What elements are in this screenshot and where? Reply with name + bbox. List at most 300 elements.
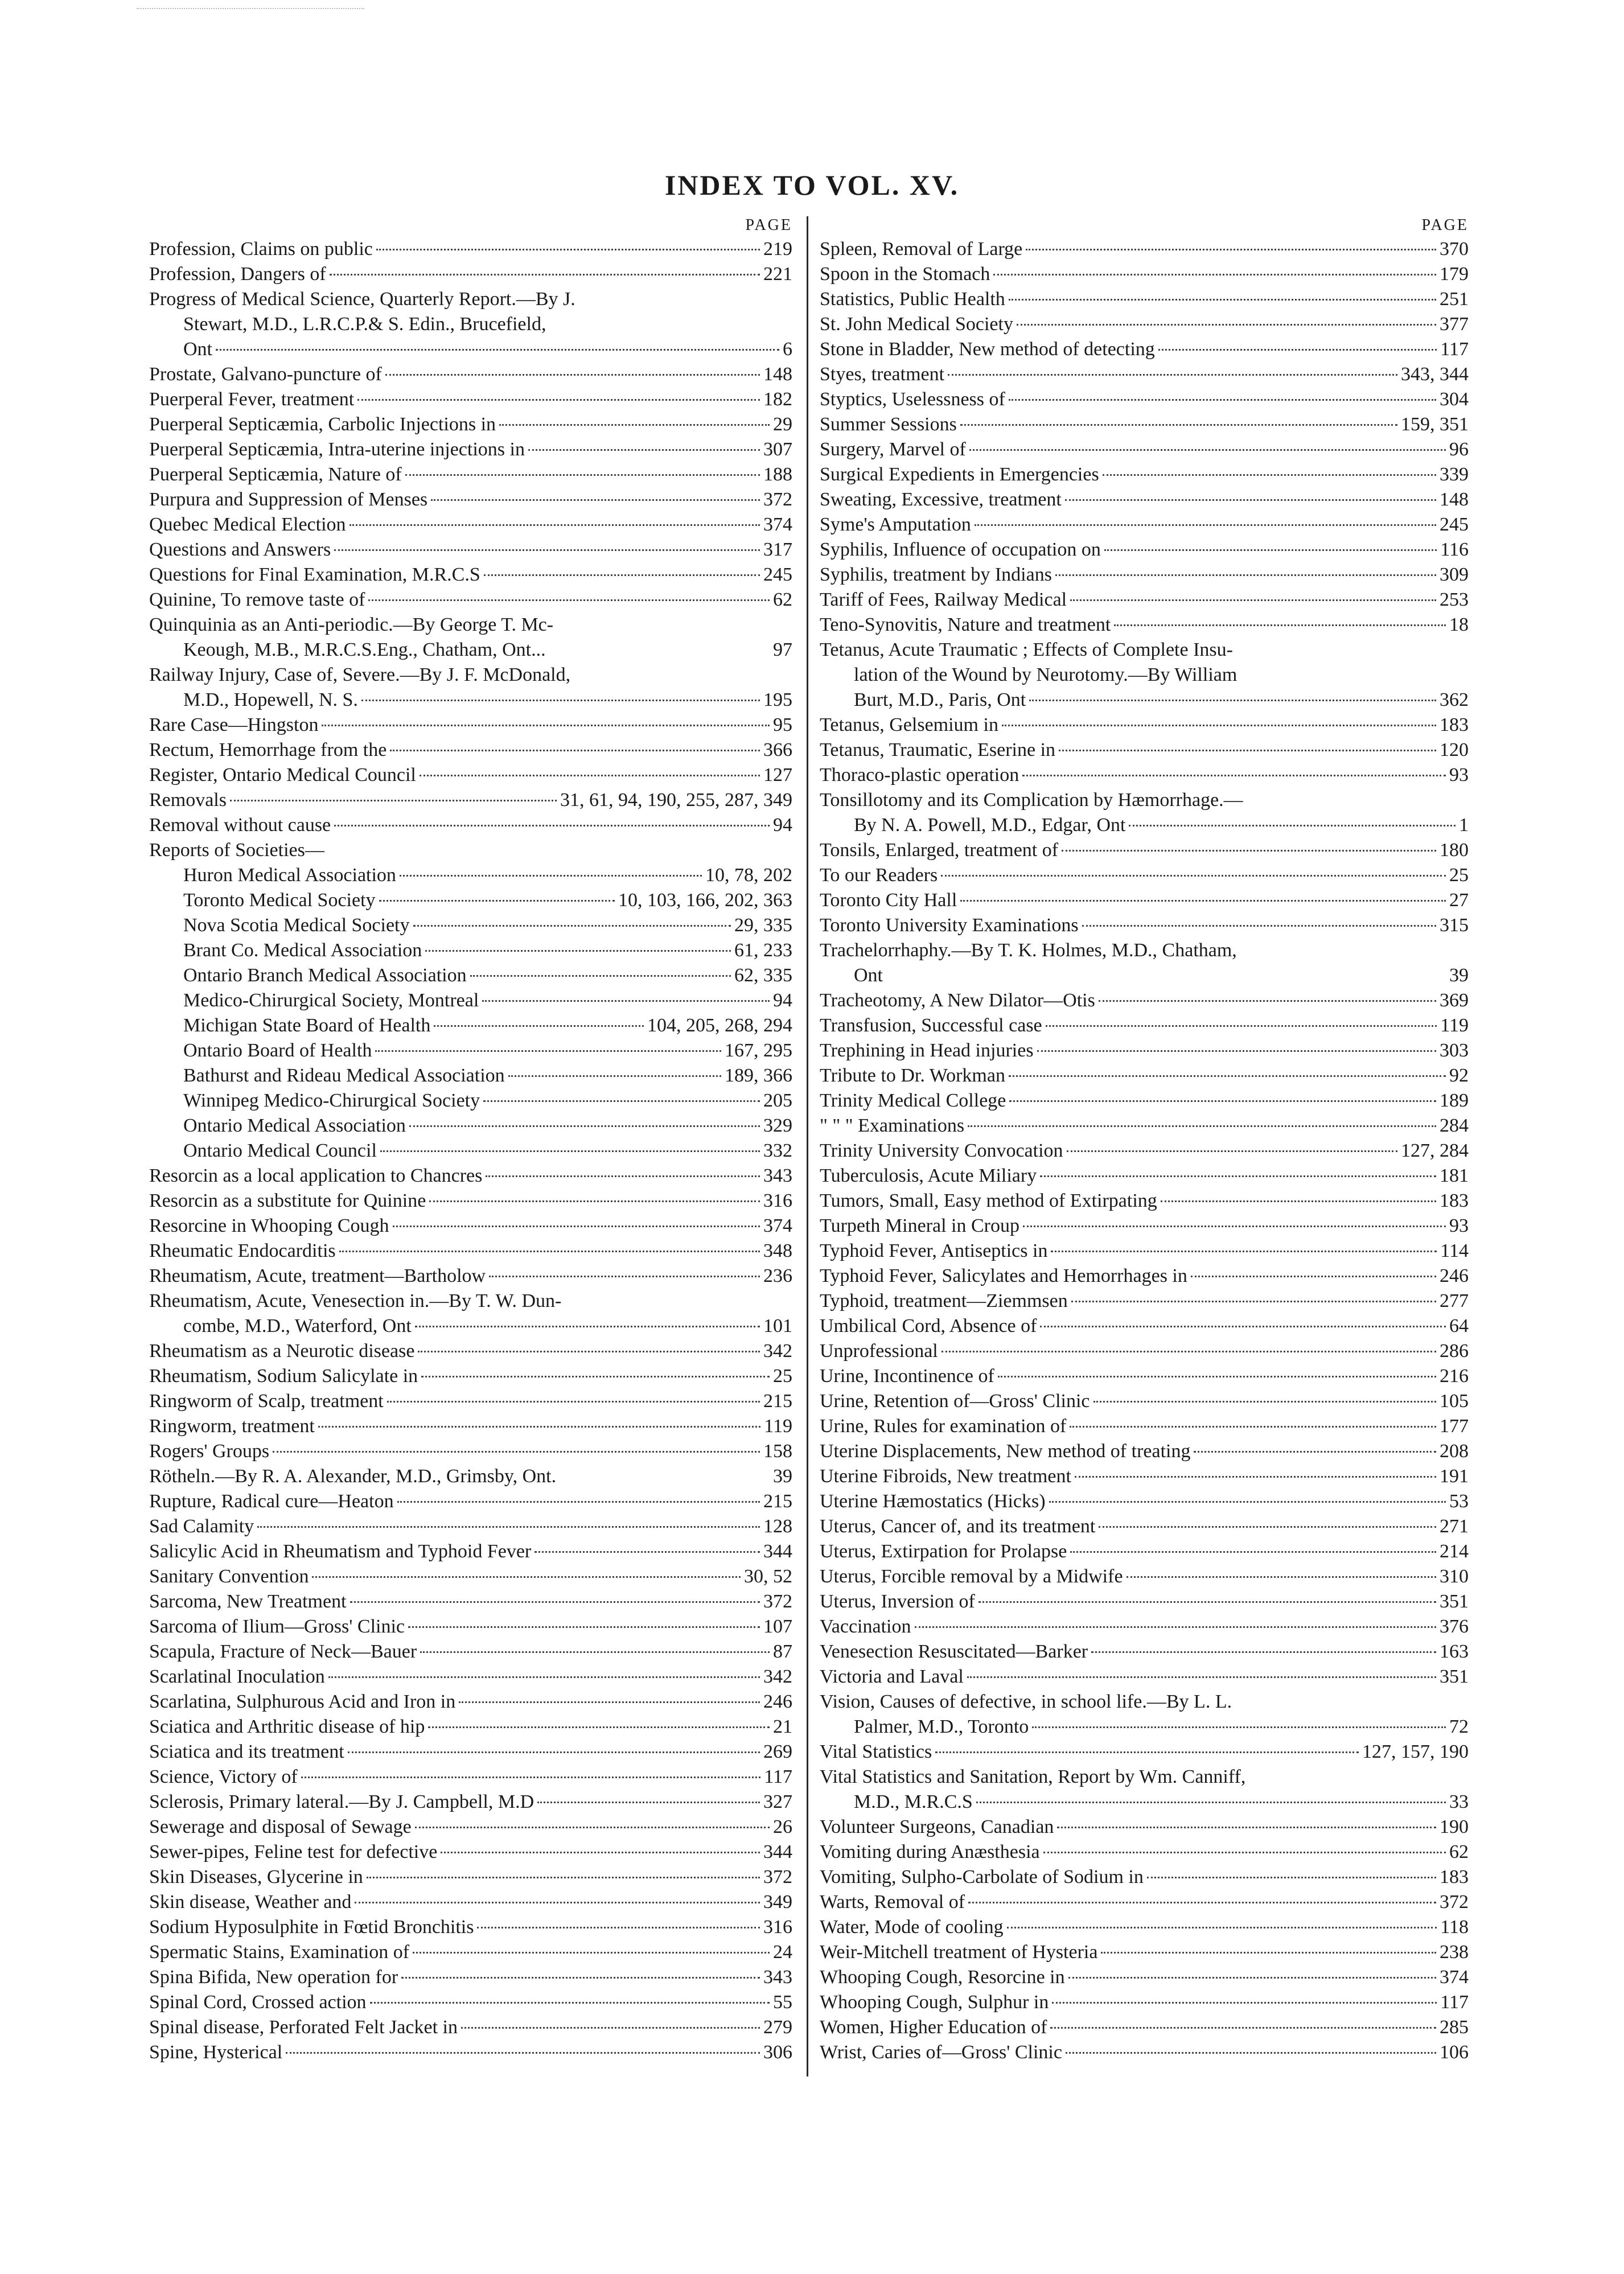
dot-leader: [537, 1802, 760, 1803]
index-entry: [820, 688, 1469, 713]
dot-leader: [978, 1601, 1436, 1603]
entry-page-number: 269: [763, 1741, 792, 1762]
entry-page-number: 158: [763, 1441, 792, 1462]
entry-topic: Winnipeg Medico-Chirurgical Society: [183, 1090, 480, 1111]
entry-topic: Quebec Medical Election: [149, 514, 346, 535]
dot-leader: [409, 1125, 760, 1127]
entry-topic: Puerperal Fever, treatment: [149, 389, 355, 410]
entry-page-number: 127, 157, 190: [1362, 1741, 1469, 1762]
entry-page-number: 148: [1440, 489, 1469, 510]
dot-leader: [470, 975, 731, 977]
dot-leader: [975, 524, 1436, 526]
entry-page-number: 1: [1459, 815, 1469, 836]
index-entry: [820, 262, 1469, 287]
index-entry: [149, 938, 792, 963]
entry-page-number: 343: [763, 1165, 792, 1186]
entry-page-number: 25: [1449, 865, 1469, 886]
entry-page-number: 24: [773, 1942, 792, 1963]
index-entry: [820, 1639, 1469, 1664]
entry-topic: Quinine, To remove taste of: [149, 589, 365, 610]
entry-topic: Spinal Cord, Crossed action: [149, 1992, 367, 2013]
dot-leader: [375, 1050, 721, 1052]
index-entry: [820, 1539, 1469, 1564]
entry-topic: Water, Mode of cooling: [820, 1917, 1004, 1938]
index-entry: [149, 1364, 792, 1389]
entry-topic: Brant Co. Medical Association: [183, 940, 422, 961]
entry-topic: Sarcoma of Ilium—Gross' Clinic: [149, 1616, 405, 1637]
index-entry: [820, 462, 1469, 487]
entry-topic: Trephining in Head injuries: [820, 1040, 1034, 1061]
entry-topic: Trinity University Convocation: [820, 1140, 1063, 1161]
entry-page-number: 96: [1449, 439, 1469, 460]
entry-topic: Tetanus, Traumatic, Eserine in: [820, 739, 1056, 760]
dot-leader: [322, 725, 770, 726]
index-entry: [820, 1113, 1469, 1138]
entry-page-number: 188: [763, 464, 792, 485]
entry-page-number: 307: [763, 439, 792, 460]
index-entry: [149, 1214, 792, 1239]
entry-topic: Puerperal Septicæmia, Carbolic Injections in: [149, 414, 496, 435]
entry-topic: Prostate, Galvano-puncture of: [149, 364, 382, 385]
index-entry: [149, 537, 792, 562]
dot-leader: [379, 900, 615, 902]
entry-page-number: 342: [763, 1340, 792, 1362]
entry-page-number: 72: [1449, 1716, 1469, 1737]
index-entry: [149, 412, 792, 437]
entry-topic: Register, Ontario Medical Council: [149, 764, 416, 786]
entry-topic: M.D., Hopewell, N. S.: [183, 689, 358, 710]
index-entry: [149, 2015, 792, 2040]
index-entry: [149, 1815, 792, 1840]
index-entry: [149, 1464, 792, 1489]
index-entry: [149, 1113, 792, 1138]
dot-leader: [1099, 1000, 1436, 1002]
dot-leader: [1049, 1501, 1446, 1503]
index-entry: [149, 1990, 792, 2015]
dot-leader: [968, 1125, 1436, 1127]
entry-page-number: 238: [1440, 1942, 1469, 1963]
dot-leader: [400, 875, 702, 877]
index-entry: [820, 562, 1469, 587]
entry-topic: Rötheln.—By R. A. Alexander, M.D., Grimsby, Ont.: [149, 1466, 557, 1487]
dot-leader: [484, 574, 760, 576]
entry-page-number: 33: [1449, 1791, 1469, 1812]
index-entry: [149, 362, 792, 387]
entry-page-number: 64: [1449, 1315, 1469, 1337]
entry-topic: Michigan State Board of Health: [183, 1015, 431, 1036]
entry-page-number: 181: [1440, 1165, 1469, 1186]
index-entry: [149, 1664, 792, 1689]
entry-page-number: 370: [1440, 238, 1469, 260]
dot-leader: [1026, 249, 1436, 250]
entry-page-number: 61, 233: [734, 940, 792, 961]
dot-leader: [415, 1326, 760, 1327]
entry-page-number: 348: [763, 1240, 792, 1261]
index-entry: [820, 888, 1469, 913]
entry-page-number: 372: [763, 1591, 792, 1612]
index-entry: [820, 362, 1469, 387]
entry-page-number: 215: [763, 1491, 792, 1512]
index-entry: [149, 813, 792, 838]
entry-page-number: 10, 103, 166, 202, 363: [618, 890, 792, 911]
index-entry: [149, 1790, 792, 1815]
entry-page-number: 277: [1440, 1290, 1469, 1311]
dot-leader: [1070, 1551, 1436, 1553]
entry-topic: Resorcin as a local application to Chancres: [149, 1165, 483, 1186]
dot-leader: [385, 374, 760, 376]
dot-leader: [1191, 1276, 1436, 1277]
entry-topic: Questions for Final Examination, M.R.C.S: [149, 564, 480, 585]
entry-topic: Nova Scotia Medical Society: [183, 915, 410, 936]
entry-topic: Sewerage and disposal of Sewage: [149, 1816, 412, 1837]
dot-leader: [1067, 1150, 1397, 1152]
entry-page-number: 6: [783, 339, 792, 360]
dot-leader: [1071, 1301, 1436, 1302]
entry-topic: Surgery, Marvel of: [820, 439, 966, 460]
dot-leader: [408, 1626, 760, 1628]
index-entry: [820, 1714, 1469, 1740]
dot-leader: [1194, 1451, 1436, 1453]
entry-topic: Typhoid Fever, Antiseptics in: [820, 1240, 1048, 1261]
index-entry: [820, 813, 1469, 838]
entry-page-number: 195: [763, 689, 792, 710]
entry-page-number: 53: [1449, 1491, 1469, 1512]
dot-leader: [1009, 399, 1436, 401]
page-column-label: PAGE: [745, 216, 792, 234]
dot-leader: [941, 875, 1446, 877]
index-entry: [820, 1815, 1469, 1840]
dot-leader: [998, 1376, 1436, 1377]
dot-leader: [461, 2027, 760, 2029]
index-entry: [820, 612, 1469, 638]
index-entry: [149, 638, 792, 663]
entry-topic: Medico-Chirurgical Society, Montreal: [183, 990, 479, 1011]
index-entry: [820, 763, 1469, 788]
dot-leader: [393, 1226, 760, 1227]
entry-topic: Tariff of Fees, Railway Medical: [820, 589, 1067, 610]
dot-leader: [1065, 499, 1436, 501]
index-entry: [149, 1189, 792, 1214]
dot-leader: [380, 1150, 760, 1152]
index-entry: [149, 512, 792, 537]
dot-leader: [483, 1100, 760, 1102]
entry-page-number: 376: [1440, 1616, 1469, 1637]
index-entry: [149, 1689, 792, 1714]
entry-page-number: 117: [1440, 1992, 1469, 2013]
entry-page-number: 329: [763, 1115, 792, 1136]
entry-topic: Spine, Hysterical: [149, 2042, 283, 2063]
entry-page-number: 236: [763, 1265, 792, 1286]
dot-leader: [397, 1501, 760, 1503]
entry-page-number: 179: [1440, 264, 1469, 285]
entry-page-number: 118: [1440, 1917, 1469, 1938]
entry-page-number: 21: [773, 1716, 792, 1737]
entry-topic: Uterus, Forcible removal by a Midwife: [820, 1566, 1123, 1587]
entry-topic: Uterus, Cancer of, and its treatment: [820, 1516, 1096, 1537]
entry-topic: Sclerosis, Primary lateral.—By J. Campbell, M.D: [149, 1791, 535, 1812]
dot-leader: [968, 1902, 1436, 1903]
index-entry: [820, 988, 1469, 1013]
dot-leader: [428, 1726, 770, 1728]
dot-leader: [230, 800, 557, 801]
index-entry: [820, 1514, 1469, 1539]
entry-topic: Vital Statistics: [820, 1741, 932, 1762]
entry-page-number: 39: [1449, 965, 1469, 986]
dot-leader: [328, 1676, 760, 1678]
entry-page-number: 39: [773, 1466, 792, 1487]
entry-topic: Sodium Hyposulphite in Fœtid Bronchitis: [149, 1917, 474, 1938]
entry-topic: Science, Victory of: [149, 1766, 298, 1787]
dot-leader: [431, 499, 760, 501]
entry-page-number: 93: [1449, 1215, 1469, 1236]
index-entry: [820, 1915, 1469, 1940]
entry-topic: To our Readers: [820, 865, 938, 886]
dot-leader: [1009, 1100, 1436, 1102]
dot-leader: [1103, 474, 1436, 476]
dot-leader: [429, 1200, 760, 1202]
entry-page-number: 183: [1440, 714, 1469, 735]
entry-topic: Sad Calamity: [149, 1516, 254, 1537]
index-entry: [820, 1138, 1469, 1163]
index-entry: [820, 1289, 1469, 1314]
index-entry: [149, 963, 792, 988]
dot-leader: [390, 750, 760, 751]
dot-leader: [969, 449, 1446, 451]
dot-leader: [401, 1977, 760, 1979]
index-entry: [820, 337, 1469, 362]
dot-leader: [420, 1651, 770, 1653]
dot-leader: [1050, 2027, 1436, 2029]
index-entry-line: Stewart, M.D., L.R.C.P.& S. Edin., Brucefield,: [183, 314, 546, 335]
index-entry: [820, 1890, 1469, 1915]
index-entry: [820, 1339, 1469, 1364]
entry-topic: Palmer, M.D., Toronto: [854, 1716, 1029, 1737]
index-entry: [149, 462, 792, 487]
index-entry: [149, 1038, 792, 1063]
dot-leader: [477, 1927, 760, 1928]
entry-topic: Rectum, Hemorrhage from the: [149, 739, 387, 760]
entry-topic: Syphilis, Influence of occupation on: [820, 539, 1101, 560]
entry-page-number: 55: [773, 1992, 792, 2013]
entry-page-number: 180: [1440, 840, 1469, 861]
entry-topic: Profession, Dangers of: [149, 264, 326, 285]
dot-leader: [1029, 700, 1436, 701]
index-entry: [149, 1890, 792, 1915]
entry-page-number: 343: [763, 1967, 792, 1988]
index-entry-line: Reports of Societies—: [149, 840, 324, 861]
dot-leader: [967, 1676, 1436, 1678]
dot-leader: [1062, 850, 1436, 852]
dot-leader: [413, 1952, 770, 1954]
index-entry: [820, 487, 1469, 512]
dot-leader: [286, 2052, 760, 2054]
entry-topic: Puerperal Septicæmia, Nature of: [149, 464, 402, 485]
index-entry-line: Progress of Medical Science, Quarterly Report.—By J.: [149, 289, 575, 310]
index-entry: [820, 1614, 1469, 1639]
index-entry: [149, 763, 792, 788]
entry-page-number: 246: [763, 1691, 792, 1712]
entry-topic: Tribute to Dr. Workman: [820, 1065, 1005, 1086]
index-entry: [149, 1765, 792, 1790]
dot-leader: [489, 1276, 760, 1277]
index-entry: [149, 387, 792, 412]
entry-page-number: 251: [1440, 289, 1469, 310]
entry-topic: Spleen, Removal of Large: [820, 238, 1023, 260]
dot-leader: [441, 1852, 760, 1853]
entry-topic: Toronto Medical Society: [183, 890, 376, 911]
dot-leader: [508, 1075, 721, 1077]
entry-topic: Syme's Amputation: [820, 514, 971, 535]
entry-topic: Spina Bifida, New operation for: [149, 1967, 398, 1988]
entry-topic: Urine, Retention of—Gross' Clinic: [820, 1391, 1090, 1412]
index-entry: [149, 1865, 792, 1890]
entry-page-number: 182: [763, 389, 792, 410]
entry-page-number: 27: [1449, 890, 1469, 911]
entry-page-number: 219: [763, 238, 792, 260]
index-entry: [820, 312, 1469, 337]
entry-topic: Weir-Mitchell treatment of Hysteria: [820, 1942, 1098, 1963]
page-title: INDEX TO VOL. XV.: [664, 168, 960, 201]
entry-page-number: 10, 78, 202: [705, 865, 792, 886]
index-list-right: [820, 237, 1469, 2065]
index-entry: [820, 587, 1469, 612]
dot-leader: [1022, 775, 1446, 776]
entry-topic: Uterus, Extirpation for Prolapse: [820, 1541, 1067, 1562]
entry-page-number: 343, 344: [1401, 364, 1469, 385]
entry-topic: By N. A. Powell, M.D., Edgar, Ont: [854, 815, 1126, 836]
entry-page-number: 286: [1440, 1340, 1469, 1362]
dot-leader: [334, 825, 770, 826]
entry-page-number: 104, 205, 268, 294: [647, 1015, 792, 1036]
entry-page-number: 119: [764, 1416, 792, 1437]
entry-topic: Summer Sessions: [820, 414, 957, 435]
entry-topic: Ontario Medical Association: [183, 1115, 406, 1136]
entry-page-number: 214: [1440, 1541, 1469, 1562]
entry-topic: Tonsils, Enlarged, treatment of: [820, 840, 1059, 861]
entry-topic: Styes, treatment: [820, 364, 945, 385]
entry-topic: Keough, M.B., M.R.C.S.Eng., Chatham, Ont...: [183, 639, 546, 660]
index-entry: [149, 1639, 792, 1664]
entry-page-number: 208: [1440, 1441, 1469, 1462]
dot-leader: [1043, 1852, 1446, 1853]
dot-leader: [312, 1576, 741, 1578]
entry-topic: Bathurst and Rideau Medical Association: [183, 1065, 505, 1086]
entry-page-number: 101: [763, 1315, 792, 1337]
index-entry: [820, 1239, 1469, 1264]
index-entry: [149, 1514, 792, 1539]
entry-page-number: 221: [763, 264, 792, 285]
entry-topic: Venesection Resuscitated—Barker: [820, 1641, 1088, 1662]
entry-page-number: 62: [773, 589, 792, 610]
entry-topic: Tracheotomy, A New Dilator—Otis: [820, 990, 1095, 1011]
index-entry: [149, 1339, 792, 1364]
index-entry: [820, 1414, 1469, 1439]
entry-topic: Vomiting during Anæsthesia: [820, 1841, 1040, 1862]
entry-topic: St. John Medical Society: [820, 314, 1013, 335]
index-entry: [149, 1489, 792, 1514]
index-entry: [820, 1189, 1469, 1214]
dot-leader: [1059, 750, 1436, 751]
entry-page-number: 284: [1440, 1115, 1469, 1136]
entry-page-number: 245: [763, 564, 792, 585]
entry-page-number: 159, 351: [1401, 414, 1469, 435]
dot-leader: [355, 1902, 760, 1903]
entry-topic: Trinity Medical College: [820, 1090, 1006, 1111]
entry-topic: Spoon in the Stomach: [820, 264, 990, 285]
index-entry-line: Vision, Causes of defective, in school life.—By L. L.: [820, 1691, 1232, 1712]
index-entry: [820, 1314, 1469, 1339]
index-entry: [820, 838, 1469, 863]
entry-page-number: 127, 284: [1401, 1140, 1469, 1161]
entry-topic: M.D., M.R.C.S: [854, 1791, 973, 1812]
dot-leader: [993, 274, 1436, 275]
index-entry: [820, 2015, 1469, 2040]
dot-leader: [361, 700, 760, 701]
entry-page-number: 114: [1440, 1240, 1469, 1261]
dot-leader: [1017, 324, 1436, 326]
index-entry: [149, 1564, 792, 1589]
dot-leader: [368, 599, 770, 601]
dot-leader: [941, 1351, 1436, 1352]
entry-topic: Rogers' Groups: [149, 1441, 270, 1462]
entry-topic: combe, M.D., Waterford, Ont: [183, 1315, 412, 1337]
index-entry: [820, 2040, 1469, 2065]
page-top-mark: [137, 8, 364, 10]
entry-page-number: 148: [763, 364, 792, 385]
index-entry: [149, 1138, 792, 1163]
entry-page-number: 362: [1440, 689, 1469, 710]
dot-leader: [434, 1025, 644, 1027]
entry-topic: Sciatica and Arthritic disease of hip: [149, 1716, 425, 1737]
entry-page-number: 245: [1440, 514, 1469, 535]
index-entry: [149, 1163, 792, 1189]
entry-page-number: 349: [763, 1891, 792, 1913]
index-entry-line: Trachelorrhaphy.—By T. K. Holmes, M.D., Chatham,: [820, 940, 1237, 961]
index-entry: [149, 437, 792, 462]
index-entry: [820, 537, 1469, 562]
entry-topic: Scarlatina, Sulphurous Acid and Iron in: [149, 1691, 456, 1712]
index-entry: [149, 1965, 792, 1990]
index-entry: [820, 512, 1469, 537]
index-entry: [149, 1589, 792, 1614]
dot-leader: [273, 1451, 760, 1453]
index-entry: [820, 963, 1469, 988]
dot-leader: [301, 1777, 761, 1778]
entry-topic: Purpura and Suppression of Menses: [149, 489, 428, 510]
entry-topic: Whooping Cough, Sulphur in: [820, 1992, 1049, 2013]
index-entry: [820, 1063, 1469, 1088]
entry-topic: Spermatic Stains, Examination of: [149, 1942, 410, 1963]
entry-page-number: 253: [1440, 589, 1469, 610]
entry-page-number: 117: [1440, 339, 1469, 360]
page-column-label: PAGE: [1421, 216, 1469, 234]
index-entry: [820, 1389, 1469, 1414]
entry-topic: Ont: [183, 339, 212, 360]
dot-leader: [350, 524, 760, 526]
dot-leader: [418, 1351, 760, 1352]
entry-page-number: 279: [763, 2017, 792, 2038]
entry-topic: Transfusion, Successful case: [820, 1015, 1042, 1036]
index-entry: [820, 237, 1469, 262]
index-entry: [820, 1865, 1469, 1890]
index-entry: [149, 738, 792, 763]
entry-page-number: 310: [1440, 1566, 1469, 1587]
entry-page-number: 205: [763, 1090, 792, 1111]
dot-leader: [948, 374, 1397, 376]
entry-page-number: 315: [1440, 915, 1469, 936]
entry-page-number: 271: [1440, 1516, 1469, 1537]
entry-topic: Statistics, Public Health: [820, 289, 1005, 310]
